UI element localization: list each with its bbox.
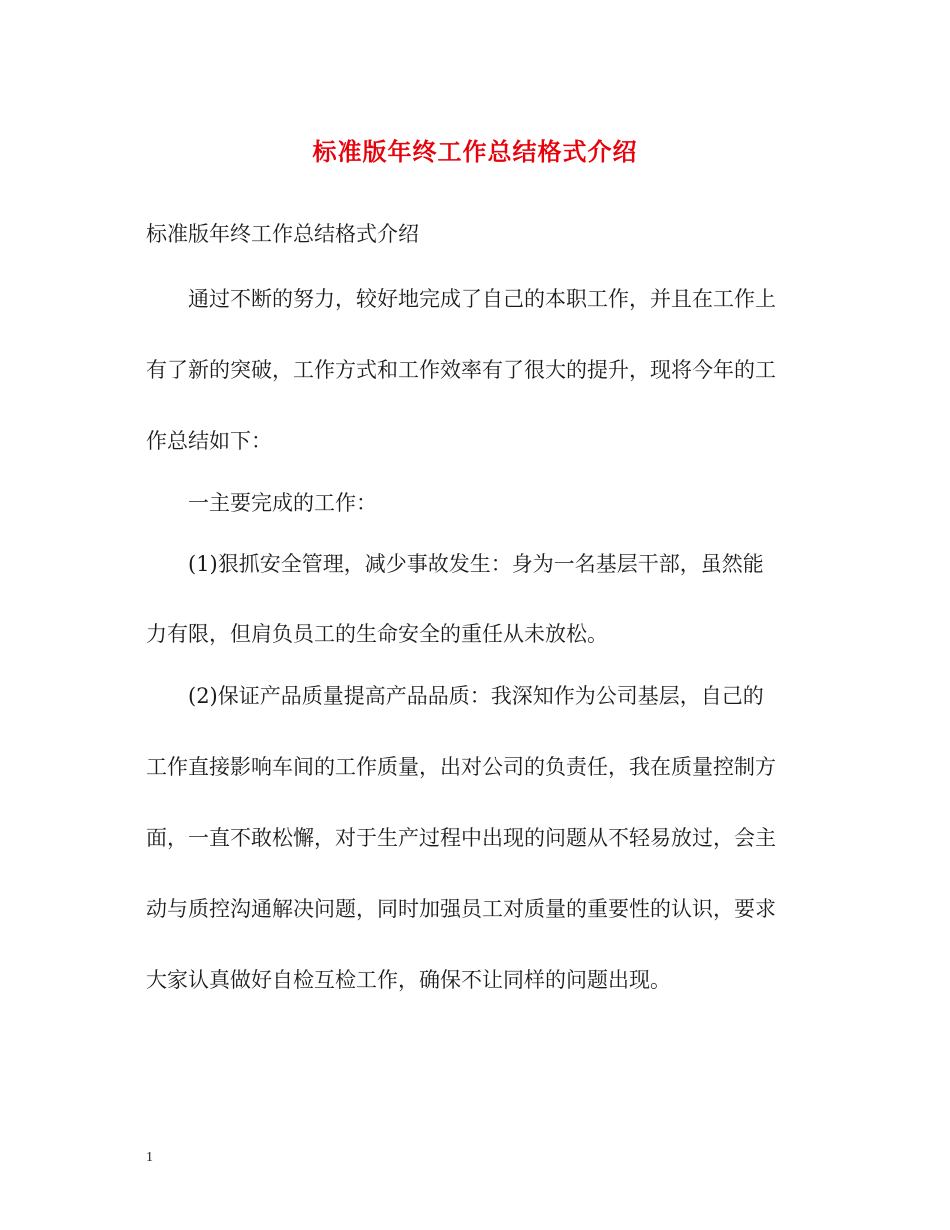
paragraph-line: (1)狠抓安全管理，减少事故发生：身为一名基层干部，虽然能 xyxy=(188,552,764,576)
page-number: 1 xyxy=(146,1150,153,1165)
paragraph-line: 有了新的突破，工作方式和工作效率有了很大的提升，现将今年的工 xyxy=(146,358,776,382)
document-subtitle: 标准版年终工作总结格式介绍 xyxy=(146,222,419,246)
paragraph-line: 通过不断的努力，较好地完成了自己的本职工作，并且在工作上 xyxy=(188,287,776,311)
paragraph-line: 作总结如下： xyxy=(146,429,272,453)
paragraph-line: 动与质控沟通解决问题，同时加强员工对质量的重要性的认识，要求 xyxy=(146,897,776,921)
paragraph-line: 工作直接影响车间的工作质量，出对公司的负责任，我在质量控制方 xyxy=(146,755,776,779)
paragraph-line: 面，一直不敢松懈，对于生产过程中出现的问题从不轻易放过，会主 xyxy=(146,826,776,850)
paragraph-line: 力有限，但肩负员工的生命安全的重任从未放松。 xyxy=(146,622,608,646)
section-heading: 一主要完成的工作： xyxy=(188,491,377,515)
paragraph-line: 大家认真做好自检互检工作，确保不让同样的问题出现。 xyxy=(146,968,671,992)
paragraph-line: (2)保证产品质量提高产品品质：我深知作为公司基层，自己的 xyxy=(188,684,764,708)
document-title: 标准版年终工作总结格式介绍 xyxy=(312,137,638,166)
